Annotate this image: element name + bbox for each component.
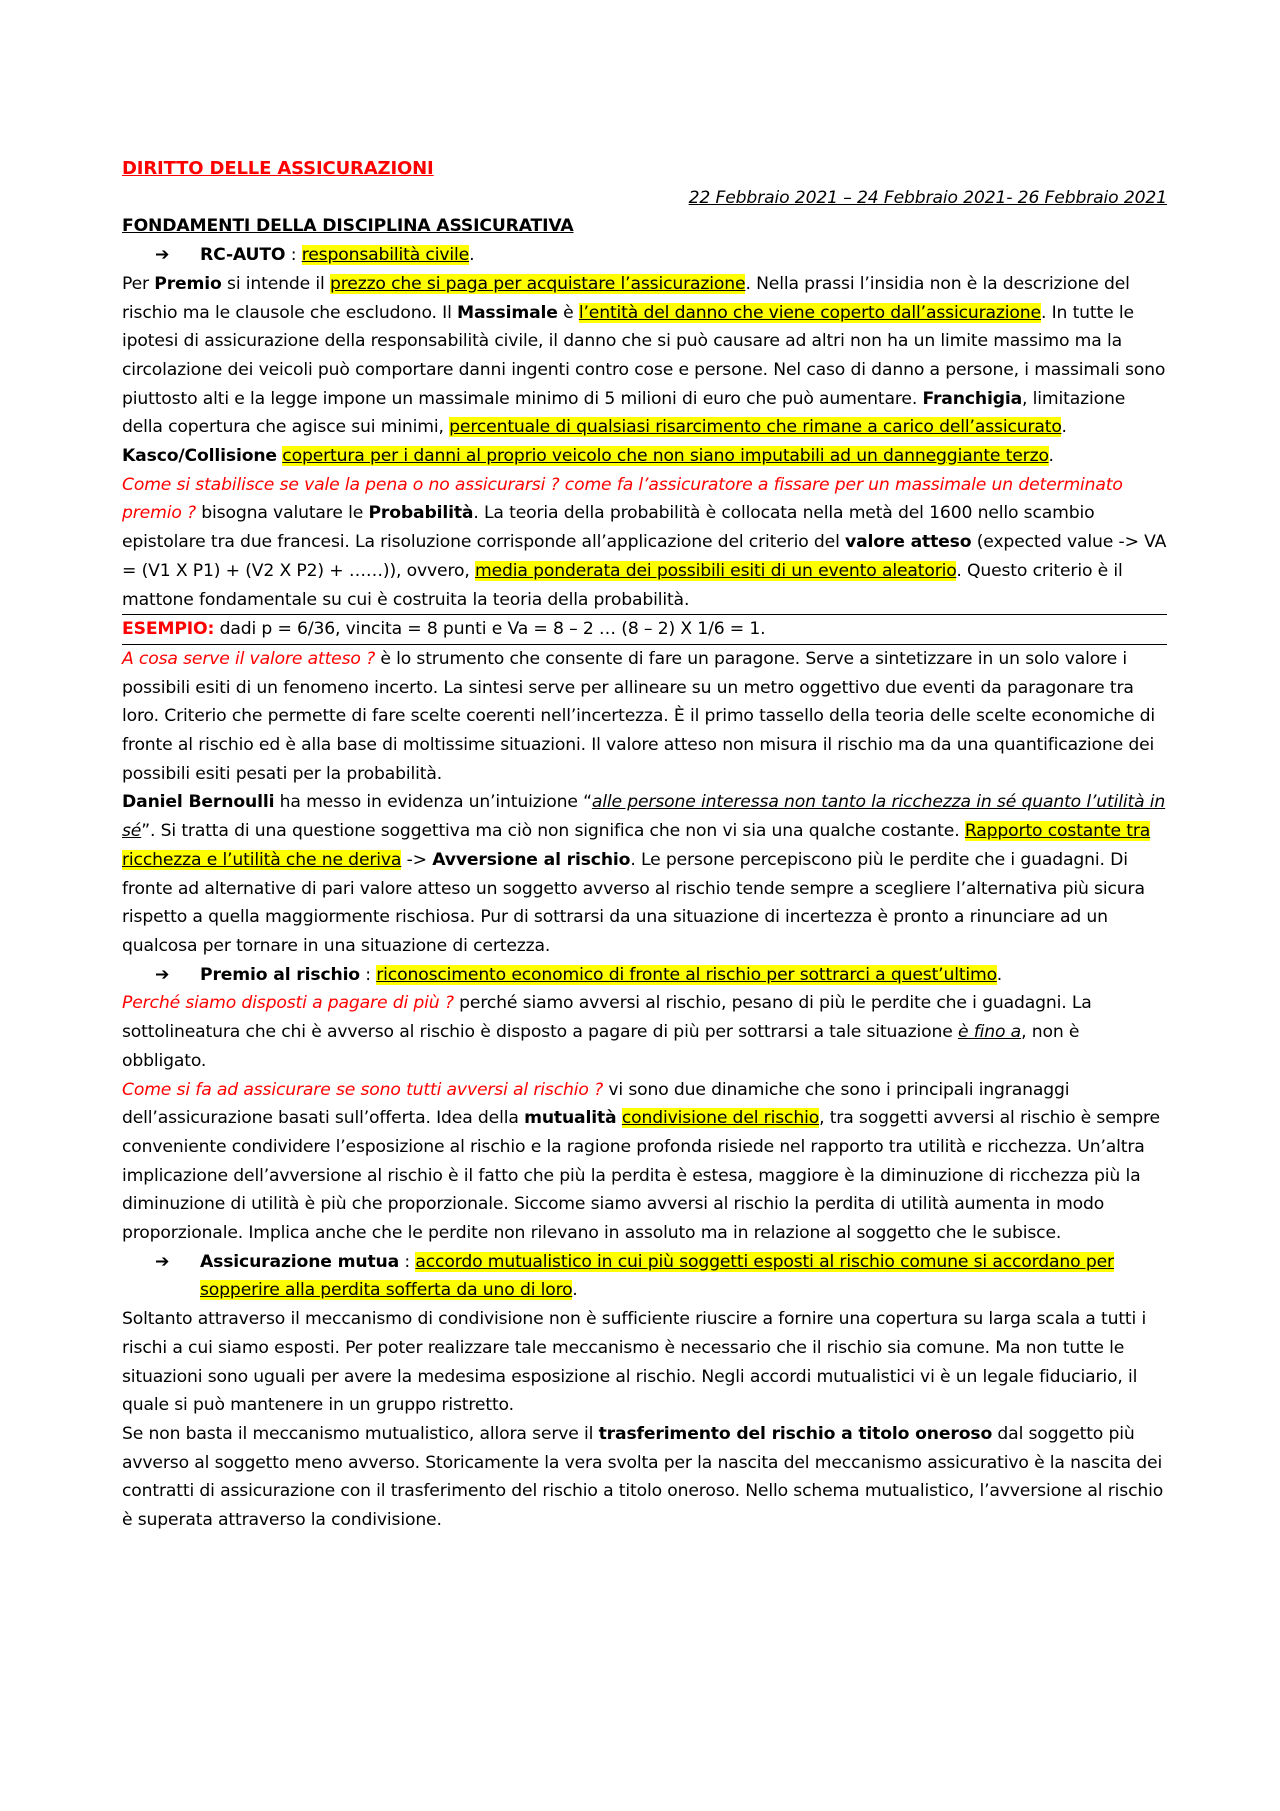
- term-premio: Premio: [154, 273, 222, 294]
- paragraph-premio-massimale: Per Premio si intende il prezzo che si paga per acquistare l’assicurazione. Nella prassi l’insidia non è la descrizione del rischio ma le clausole che escludono. Il Massimale è l’entità del danno che viene coperto dall’assicurazione. In tutte le ipotesi di assicurazione della responsabilità civile, il danno che si può causare ad altri non ha un limite massimo ma la circolazione dei veicoli può comportare danni ingenti contro cose e persone. Nel caso di danno a persone, i massimali sono piuttosto alti e la legge impone un massimale minimo di 5 milioni di euro che può aumentare. Franchigia, limitazione della copertura che agisce sui minimi, percentuale di qualsiasi risarcimento che rimane a carico dell’assicurato. Kasco/Collisione copertura per i danni al proprio veicolo che non siano imputabili ad un danneggiante terzo.: [122, 273, 1166, 467]
- question-assicurare: Come si fa ad assicurare se sono tutti avversi al rischio ?: [122, 1079, 604, 1100]
- question-pagare: Perché siamo disposti a pagare di più ?: [122, 993, 454, 1014]
- term-franchigia: Franchigia: [922, 388, 1023, 409]
- term-massimale: Massimale: [457, 302, 558, 323]
- example-box: [122, 615, 1167, 645]
- highlight-condivisione: condivisione del rischio: [621, 1108, 820, 1129]
- section-title: FONDAMENTI DELLA DISCIPLINA ASSICURATIVA: [122, 216, 574, 237]
- example-label: ESEMPIO:: [122, 619, 215, 640]
- term-mutualita: mutualità: [524, 1108, 617, 1129]
- term-avversione: Avversione al rischio: [432, 849, 631, 870]
- term-valore-atteso: valore atteso: [845, 532, 972, 553]
- arrow-icon: ➔: [155, 1251, 170, 1272]
- term-assicurazione-mutua: Assicurazione mutua: [200, 1251, 400, 1272]
- paragraph-condivisione: Soltanto attraverso il meccanismo di condivisione non è sufficiente riuscire a fornire una copertura su larga scala a tutti i rischi a cui siamo esposti. Per poter realizzare tale meccanismo è necessario che il rischio sia comune. Ma non tutte le situazioni sono uguali per avere la medesima esposizione al rischio. Negli accordi mutualistici vi è un legale fiduciario, il quale si può mantenere in un gruppo ristretto.: [122, 1309, 1147, 1416]
- question-valore-atteso: A cosa serve il valore atteso ?: [122, 648, 376, 669]
- paragraph-pagare-di-piu: Perché siamo disposti a pagare di più ? perché siamo avversi al rischio, pesano di più le perdite che i guadagni. La sottolineatura che chi è avverso al rischio è disposto a pagare di più per sottrarsi a tale situazione è fino a, non è obbligato.: [122, 993, 1092, 1071]
- document-title: DIRITTO DELLE ASSICURAZIONI: [122, 158, 434, 179]
- highlight-premio-rischio: riconoscimento economico di fronte al rischio per sottrarci a quest’ultimo: [376, 964, 997, 985]
- term-kasco: Kasco/Collisione: [122, 446, 277, 467]
- term-probabilita: Probabilità: [368, 503, 474, 524]
- highlight-mutua: accordo mutualistico in cui più soggetti esposti al rischio comune si accordano per sopperire alla perdita sofferta da uno di loro: [200, 1251, 1114, 1301]
- example-text: dadi p = 6/36, vincita = 8 punti e Va = 8 – 2 … (8 – 2) X 1/6 = 1.: [214, 619, 766, 640]
- emphasis-fino-a: è fino a: [958, 1022, 1022, 1043]
- highlight-rapporto: Rapporto costante tra ricchezza e l’utilità che ne deriva: [122, 821, 1151, 870]
- arrow-icon: ➔: [155, 245, 170, 266]
- bernoulli-quote: alle persone interessa non tanto la ricchezza in sé quanto l’utilità in sé: [122, 792, 1166, 842]
- bullet-premio-rischio: ➔ Premio al rischio : riconoscimento economico di fronte al rischio per sottrarci a quest’ultimo.: [122, 961, 1167, 990]
- paragraph-mutualita: Come si fa ad assicurare se sono tutti avversi al rischio ? vi sono due dinamiche che sono i principali ingranaggi dell’assicurazione basati sull’offerta. Idea della mutualità condivisione del rischio, tra soggetti avversi al rischio è sempre conveniente condividere l’esposizione al rischio e la ragione profonda risiede nel rapporto tra utilità e ricchezza. Un’altra implicazione dell’avversione al rischio è il fatto che più la perdita è estesa, maggiore è la diminuzione di ricchezza più la diminuzione di utilità è più che proporzionale. Siccome siamo avversi al rischio la perdita di utilità aumenta in modo proporzionale. Implica anche che le perdite non rilevano in assoluto ma in relazione al soggetto che le subisce.: [122, 1079, 1160, 1244]
- paragraph-valore-atteso: A cosa serve il valore atteso ? è lo strumento che consente di fare un paragone. Serve a sintetizzare in un solo valore i possibili esiti di un fenomeno incerto. La sintesi serve per allineare su un metro oggettivo due eventi da paragonare tra loro. Criterio che permette di fare scelte coerenti nell’incertezza. È il primo tassello della teoria delle scelte economiche di fronte al rischio ed è alla base di moltissime situazioni. Il valore atteso non misura il rischio ma da una quantificazione dei possibili esiti pesati per la probabilità.: [122, 648, 1156, 784]
- name-bernoulli: Daniel Bernoulli: [122, 792, 275, 813]
- highlight-franchigia: percentuale di qualsiasi risarcimento che rimane a carico dell’assicurato: [449, 417, 1062, 438]
- highlight-kasco: copertura per i danni al proprio veicolo che non siano imputabili ad un danneggiante terzo: [282, 446, 1049, 467]
- term-rc-auto: RC-AUTO: [200, 245, 286, 266]
- bullet-assicurazione-mutua: ➔ Assicurazione mutua : accordo mutualistico in cui più soggetti esposti al rischio comune si accordano per sopperire alla perdita sofferta da uno di loro.: [122, 1248, 1167, 1305]
- document-page: [122, 155, 1167, 1535]
- highlight-valore-atteso: media ponderata dei possibili esiti di un evento aleatorio: [475, 560, 957, 581]
- paragraph-bernoulli: Daniel Bernoulli ha messo in evidenza un’intuizione “alle persone interessa non tanto la ricchezza in sé quanto l’utilità in sé”. Si tratta di una questione soggettiva ma ciò non significa che non vi sia una qualche costante. Rapporto costante tra ricchezza e l’utilità che ne deriva -> Avversione al rischio. Le persone percepiscono più le perdite che i guadagni. Di fronte ad alternative di pari valore atteso un soggetto avverso al rischio tende sempre a scegliere l’alternativa più sicura rispetto a quella maggiormente rischiosa. Pur di sottrarsi da una situazione di incertezza è pronto a rinunciare ad un qualcosa per tornare in una situazione di certezza.: [122, 792, 1166, 956]
- highlight-rc-auto: responsabilità civile: [301, 245, 470, 266]
- highlight-premio: prezzo che si paga per acquistare l’assicurazione: [329, 273, 746, 294]
- paragraph-probabilita: Come si stabilisce se vale la pena o no assicurarsi ? come fa l’assicuratore a fissare per un massimale un determinato premio ? bisogna valutare le Probabilità. La teoria della probabilità è collocata nella metà del 1600 nello scambio epistolare tra due francesi. La risoluzione corrisponde all’applicazione del criterio del valore atteso (expected value -> VA = (V1 X P1) + (V2 X P2) + ……)), ovvero, media ponderata dei possibili esiti di un evento aleatorio. Questo criterio è il mattone fondamentale su cui è costruita la teoria della probabilità.: [122, 471, 1167, 616]
- term-premio-rischio: Premio al rischio: [200, 964, 360, 985]
- term-trasferimento: trasferimento del rischio a titolo oneroso: [598, 1423, 993, 1444]
- bullet-rc-auto: ➔ RC-AUTO : responsabilità civile.: [122, 241, 1167, 270]
- paragraph-trasferimento: Se non basta il meccanismo mutualistico, allora serve il trasferimento del rischio a titolo oneroso dal soggetto più avverso al soggetto meno avverso. Storicamente la vera svolta per la nascita del meccanismo assicurativo è la nascita dei contratti di assicurazione con il trasferimento del rischio a titolo oneroso. Nello schema mutualistico, l’avversione al rischio è superata attraverso la condivisione.: [122, 1423, 1164, 1531]
- question-premio: Come si stabilisce se vale la pena o no assicurarsi ? come fa l’assicuratore a fissare per un massimale un determinato premio ?: [122, 474, 1123, 524]
- arrow-icon: ➔: [155, 964, 170, 985]
- lecture-dates: 22 Febbraio 2021 – 24 Febbraio 2021- 26 Febbraio 2021: [688, 187, 1167, 208]
- highlight-massimale: l’entità del danno che viene coperto dall’assicurazione: [578, 302, 1041, 323]
